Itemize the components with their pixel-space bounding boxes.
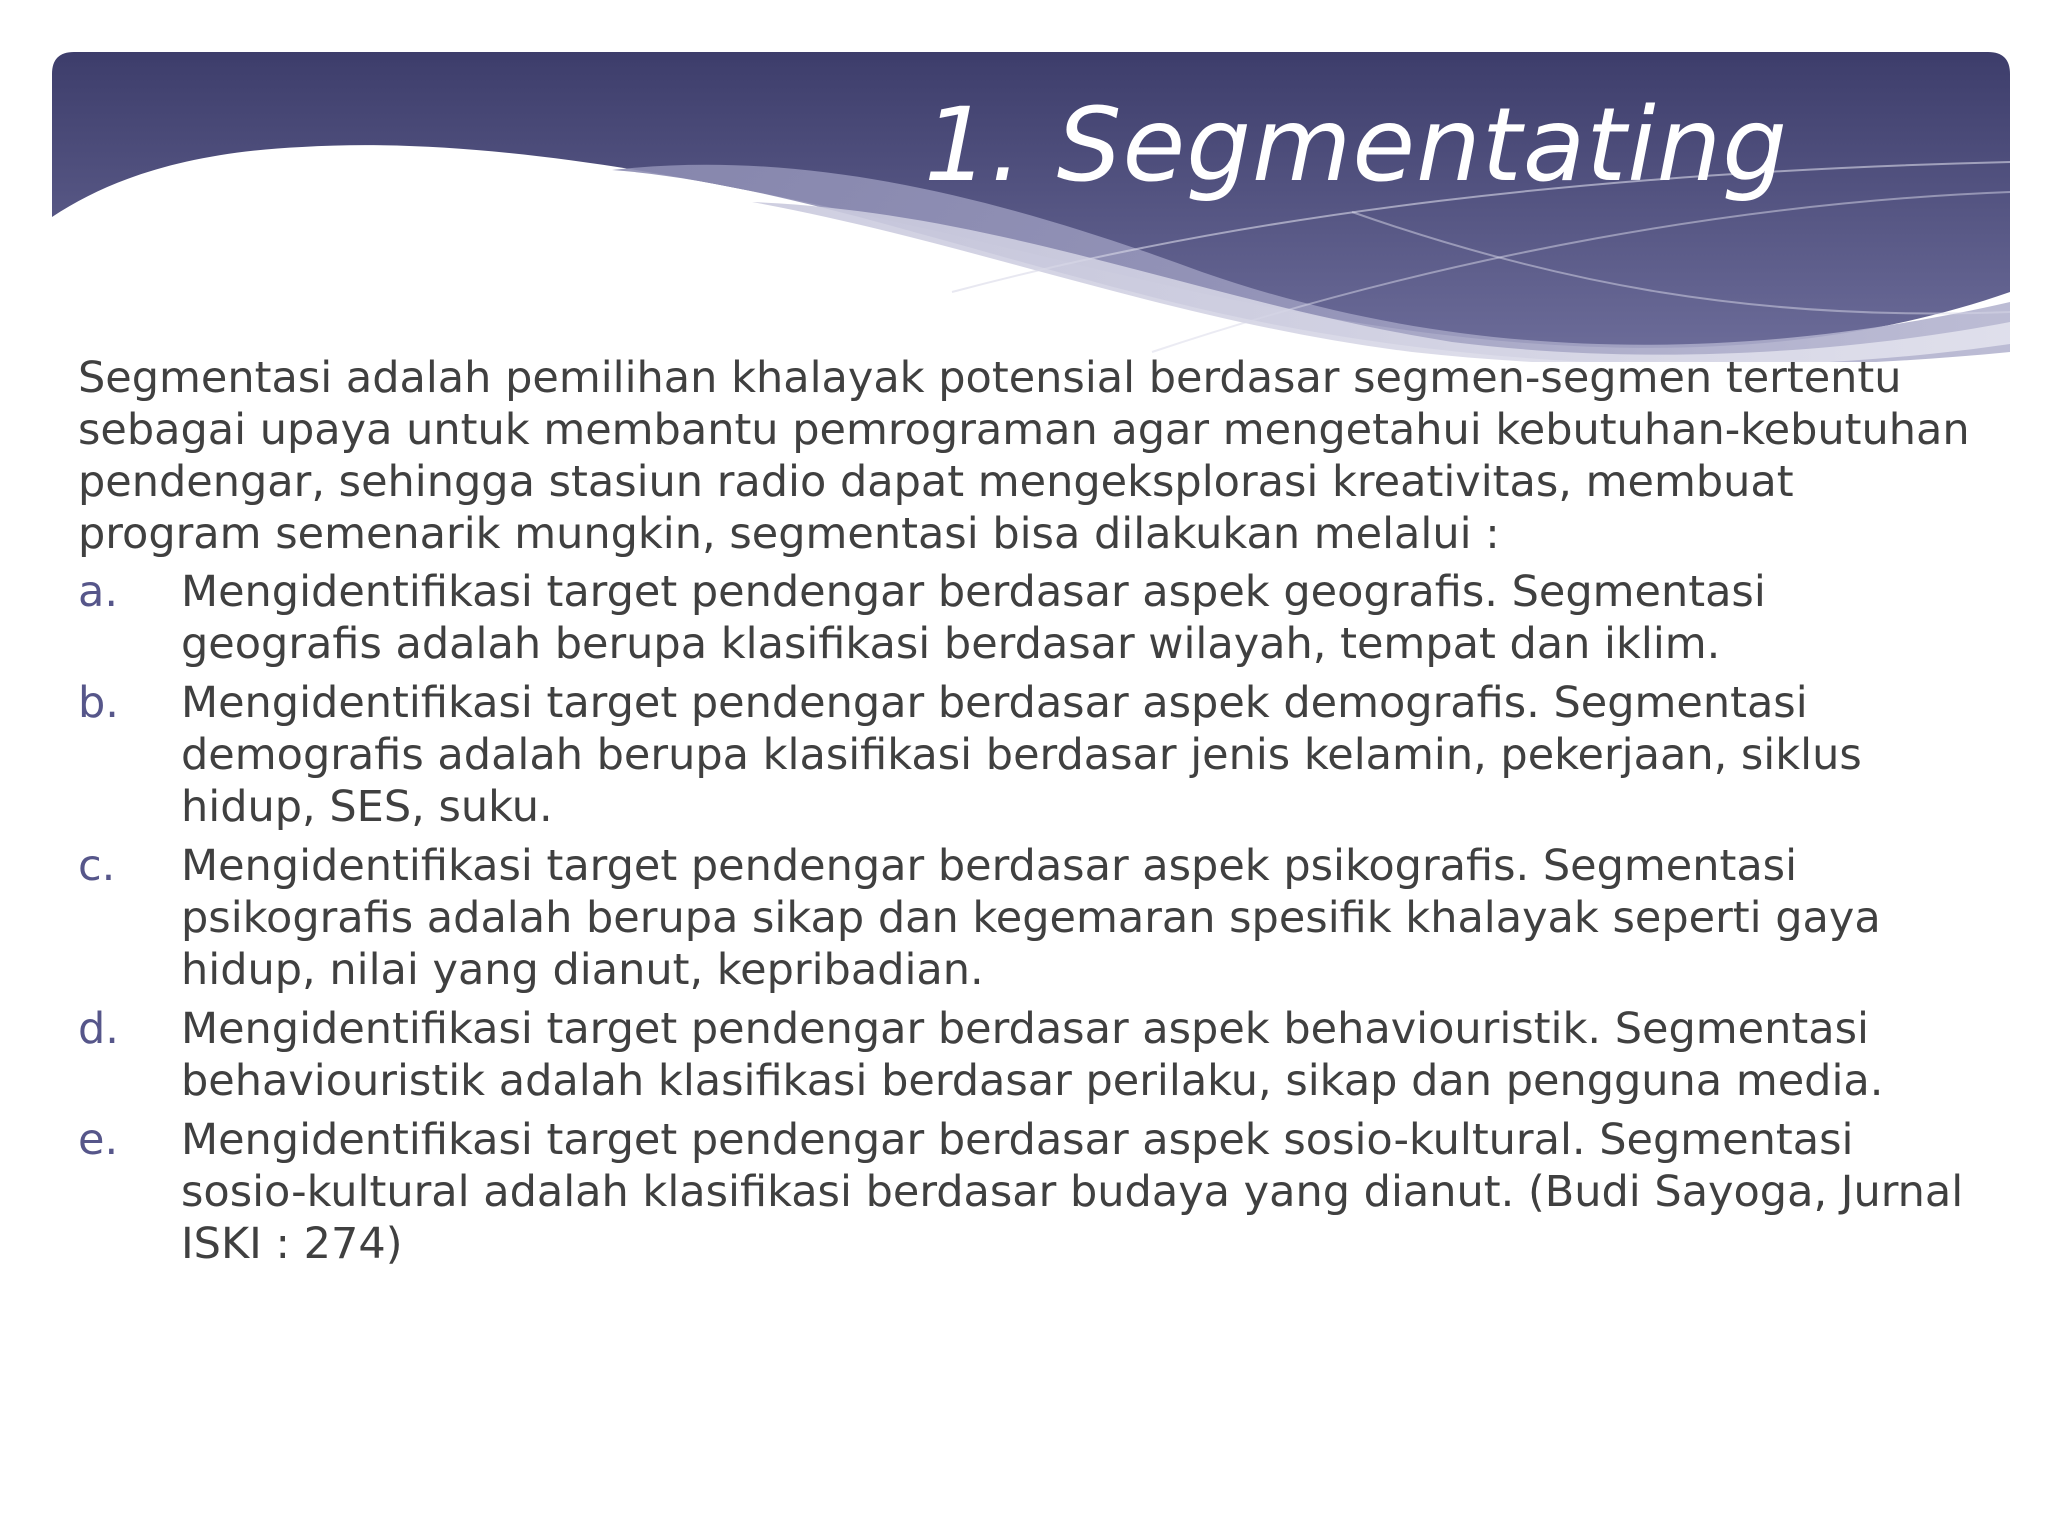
list-marker: b. [78, 678, 119, 728]
list-item-text: Mengidentifikasi target pendengar berdasar aspek sosio-kultural. Segmentasi sosio-kultural adalah klasifikasi berdasar budaya yang dianut. (Budi Sayoga, Jurnal ISKI : 274) [181, 1115, 1964, 1269]
list-item [78, 1114, 1978, 1270]
list-marker: c. [78, 841, 116, 891]
slide-body [78, 352, 1978, 1277]
segmentation-list [78, 566, 1978, 1270]
list-marker: d. [78, 1004, 119, 1054]
intro-paragraph: Segmentasi adalah pemilihan khalayak potensial berdasar segmen-segmen tertentu sebagai upaya untuk membantu pemrograman agar mengetahui kebutuhan-kebutuhan pendengar, sehingga stasiun radio dapat mengeksplorasi kreativitas, membuat program semenarik mungkin, segmentasi bisa dilakukan melalui : [78, 353, 1970, 559]
slide-title: 1. Segmentating [924, 86, 1788, 205]
list-item [78, 1003, 1978, 1107]
list-item-text: Mengidentifikasi target pendengar berdasar aspek demografis. Segmentasi demografis adalah berupa klasifikasi berdasar jenis kelamin, pekerjaan, siklus hidup, SES, suku. [181, 678, 1862, 832]
list-item-text: Mengidentifikasi target pendengar berdasar aspek geografis. Segmentasi geografis adalah berupa klasifikasi berdasar wilayah, tempat dan iklim. [181, 567, 1766, 669]
list-marker: e. [78, 1115, 119, 1165]
list-marker: a. [78, 567, 119, 617]
list-item [78, 566, 1978, 670]
list-item [78, 677, 1978, 833]
list-item-text: Mengidentifikasi target pendengar berdasar aspek psikografis. Segmentasi psikografis adalah berupa sikap dan kegemaran spesifik khalayak seperti gaya hidup, nilai yang dianut, kepribadian. [181, 841, 1881, 995]
list-item [78, 840, 1978, 996]
list-item-text: Mengidentifikasi target pendengar berdasar aspek behaviouristik. Segmentasi behaviouristik adalah klasifikasi berdasar perilaku, sikap dan pengguna media. [181, 1004, 1884, 1106]
